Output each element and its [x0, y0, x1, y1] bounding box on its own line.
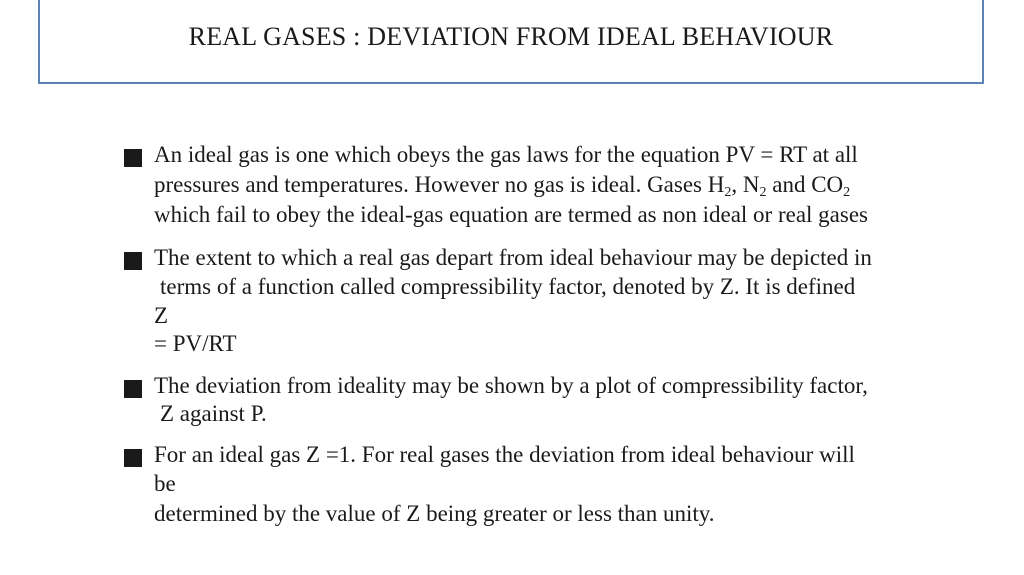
subscript: 2 — [724, 185, 732, 200]
bullet-text-line: An ideal gas is one which obeys the gas laws for the equation PV = RT at all — [154, 142, 858, 167]
bullet-text-line: The extent to which a real gas depart from ideal behaviour may be depicted in — [154, 245, 872, 270]
bullet-square-icon — [124, 149, 142, 167]
bullet-text-line: The deviation from ideality may be shown by a plot of compressibility factor, — [154, 373, 868, 398]
bullet-text-line: Z against P. — [160, 401, 267, 426]
bullet-square-icon — [124, 380, 142, 398]
slide-title: REAL GASES : DEVIATION FROM IDEAL BEHAVIOUR — [188, 22, 834, 51]
bullet-text-line: = PV/RT — [154, 331, 237, 356]
title-box — [38, 0, 984, 84]
bullet-square-icon — [124, 449, 142, 467]
subscript: 2 — [843, 185, 851, 200]
bullet-text-line: terms of a function called compressibility factor, denoted by Z. It is defined — [160, 274, 856, 299]
bullet-square-icon — [124, 252, 142, 270]
bullet-text-line: Z — [154, 303, 169, 328]
text-run: pressures and temperatures. However no gas is ideal. Gases H — [154, 172, 725, 197]
text-run: and CO — [766, 172, 844, 197]
bullet-text-line: For an ideal gas Z =1. For real gases the deviation from ideal behaviour will — [154, 442, 855, 467]
subscript: 2 — [759, 185, 767, 200]
text-run: , N — [731, 172, 760, 197]
bullet-text-line: which fail to obey the ideal-gas equation are termed as non ideal or real gases — [154, 202, 868, 227]
bullet-text-line — [154, 171, 850, 199]
bullet-text-line: determined by the value of Z being greater or less than unity. — [154, 501, 715, 526]
bullet-text-line: be — [154, 471, 176, 496]
